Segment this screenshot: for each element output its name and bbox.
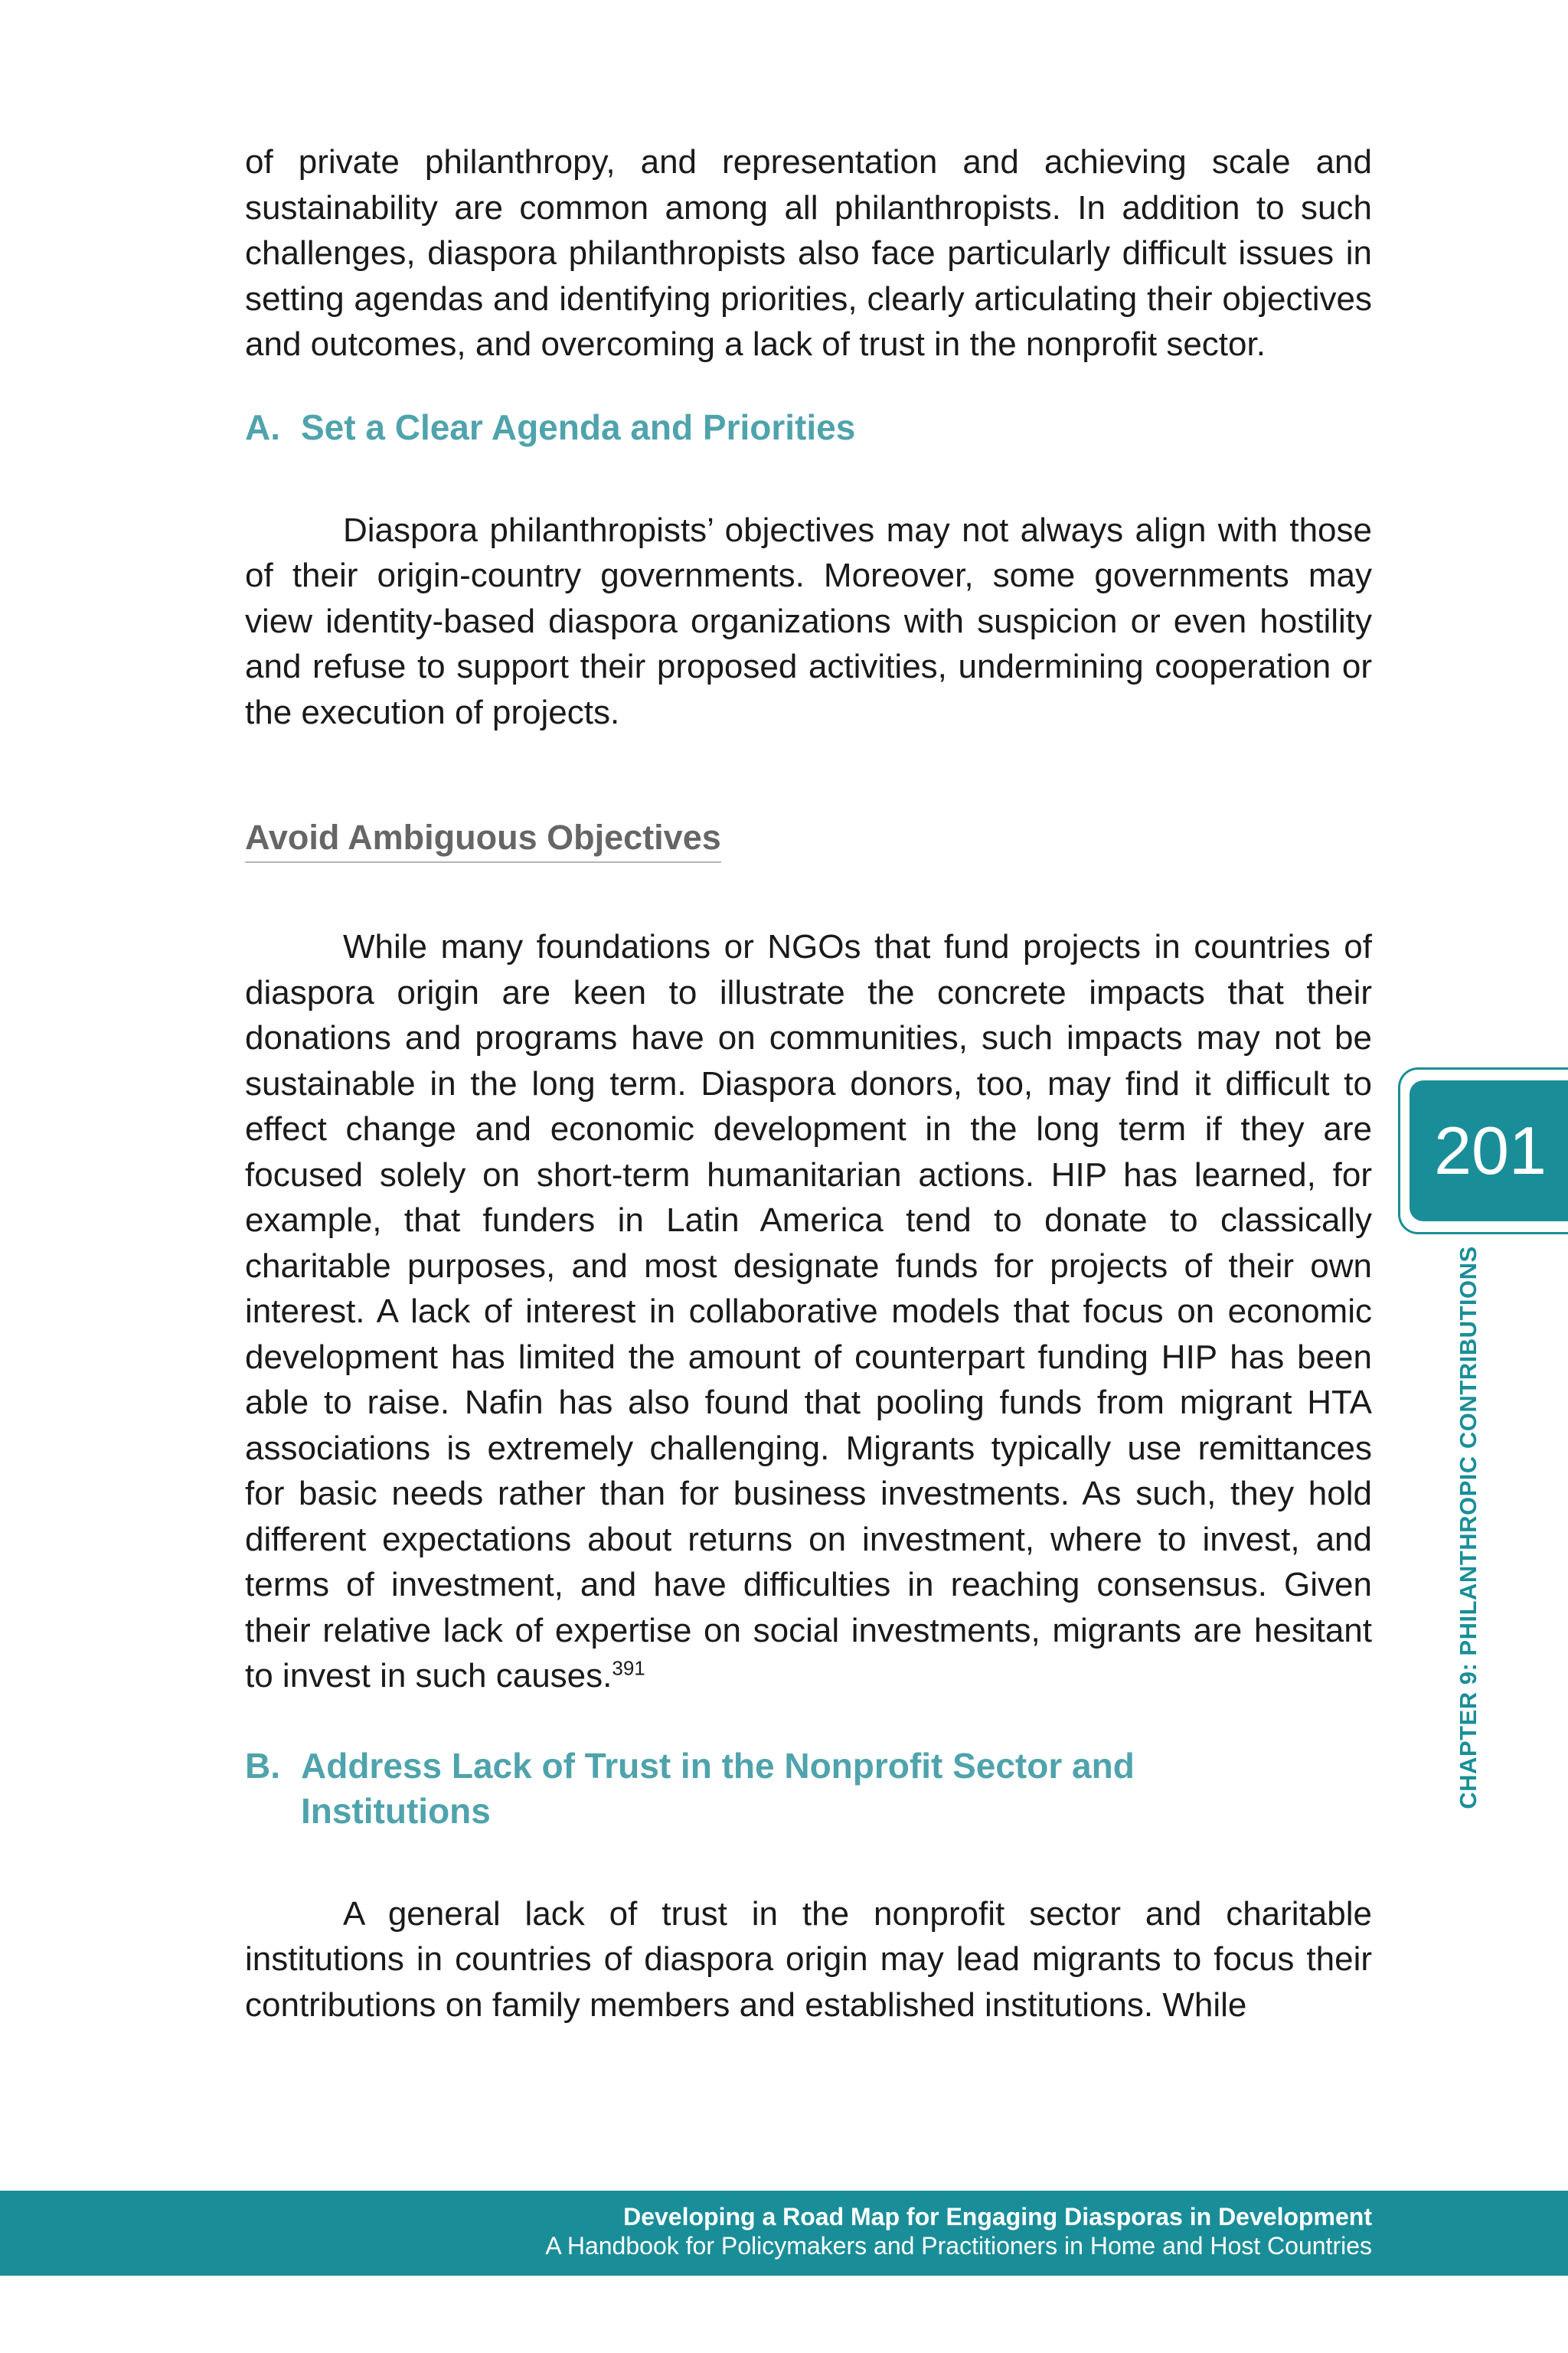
subsection-paragraph bbox=[245, 924, 1372, 1699]
page-body bbox=[245, 139, 1372, 2028]
footer-bar bbox=[0, 2191, 1568, 2276]
intro-paragraph: of private philanthropy, and representation and achieving scale and sustainability are common among all philanthropists. In addition to such challenges, diaspora philanthropists also face particularly difficult issues in setting agendas and identifying priorities, clearly articulating their objectives and outcomes, and overcoming a lack of trust in the nonprofit sector. bbox=[245, 143, 1372, 363]
section-a-title: Set a Clear Agenda and Priorities bbox=[301, 407, 856, 447]
subsection-paragraph-text: While many foundations or NGOs that fund projects in countries of diaspora origin are keen to illustrate the concrete impacts that their donations and programs have on communities, such impacts may not be sustainable in the long term. Diaspora donors, too, may find it difficult to effect change and economic development in the long term if they are focused solely on short-term humanitarian actions. HIP has learned, for example, that funders in Latin America tend to donate to classically charitable purposes, and most designate funds for projects of their own interest. A lack of interest in collaborative models that focus on economic development has limited the amount of counterpart funding HIP has been able to raise. Nafin has also found that pooling funds from migrant HTA associations is extremely challenging. Migrants typically use remittances for basic needs rather than for business investments. As such, they hold different expectations about returns on investment, where to invest, and terms of investment, and have difficulties in reaching consensus. Given their relative lack of expertise on social investments, migrants are hesitant to invest in such causes. bbox=[245, 928, 1372, 1694]
section-b-title: Address Lack of Trust in the Nonprofit Sector and Institutions bbox=[301, 1745, 1135, 1831]
section-b-paragraph: A general lack of trust in the nonprofit sector and charitable institutions in countries of diaspora origin may lead migrants to focus their contributions on family members and established institutions. While bbox=[245, 1894, 1372, 2024]
section-b-letter: B. bbox=[245, 1745, 280, 1786]
footnote-reference[interactable]: 391 bbox=[612, 1656, 645, 1680]
page-number-tab bbox=[1398, 1067, 1568, 1234]
section-b-heading bbox=[245, 1744, 1372, 1834]
section-a-heading bbox=[245, 405, 1372, 450]
footer-title: Developing a Road Map for Engaging Diasporas in Development bbox=[623, 2203, 1372, 2230]
page-number: 201 bbox=[1434, 1113, 1547, 1188]
chapter-label: CHAPTER 9: PHILANTHROPIC CONTRIBUTIONS bbox=[1455, 1246, 1481, 1809]
section-a-letter: A. bbox=[245, 407, 280, 447]
section-a-paragraph: Diaspora philanthropists’ objectives may not always align with those of their origin-country governments. Moreover, some governments may view identity-based diaspora organizations with suspicion or even hostility and refuse to support their proposed activities, undermining cooperation or the execution of projects. bbox=[245, 511, 1372, 731]
page-number-tab-fill bbox=[1410, 1080, 1568, 1221]
subsection-heading: Avoid Ambiguous Objectives bbox=[245, 815, 721, 863]
footer-subtitle: A Handbook for Policymakers and Practitioners in Home and Host Countries bbox=[545, 2232, 1372, 2260]
